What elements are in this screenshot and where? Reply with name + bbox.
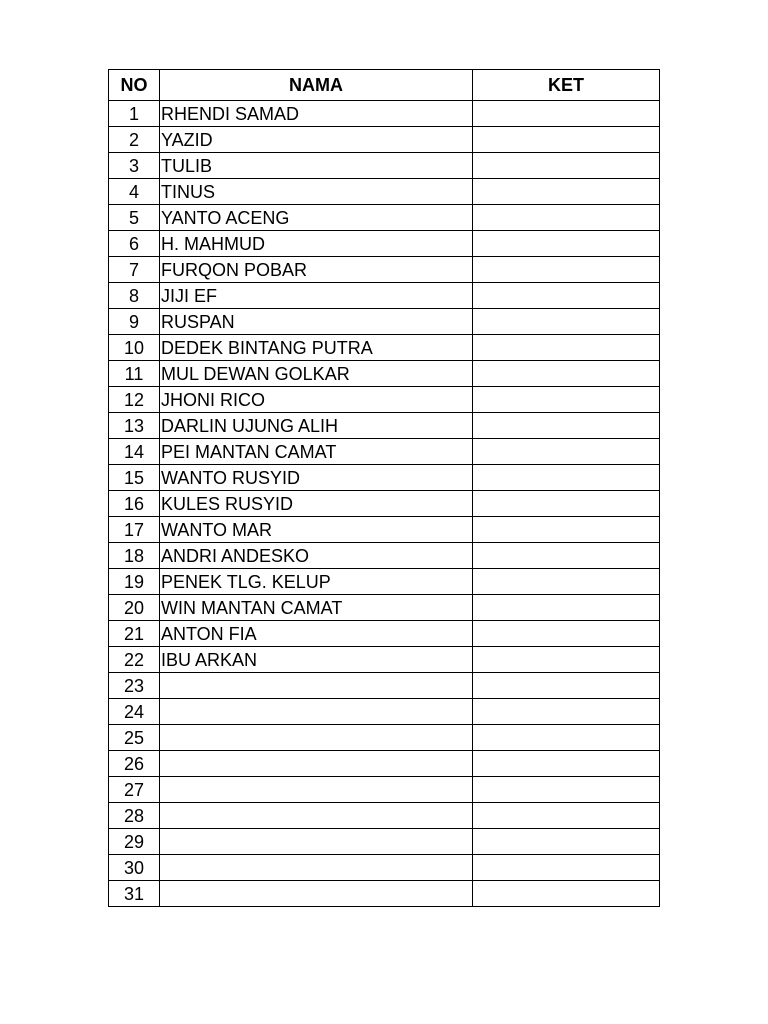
name-cell: JIJI EF — [160, 283, 473, 309]
row-number-cell: 26 — [109, 751, 160, 777]
table-row — [109, 231, 660, 257]
row-number-cell: 1 — [109, 101, 160, 127]
row-number-cell: 11 — [109, 361, 160, 387]
table-row — [109, 725, 660, 751]
name-cell: WIN MANTAN CAMAT — [160, 595, 473, 621]
row-number-cell: 27 — [109, 777, 160, 803]
row-number-cell: 8 — [109, 283, 160, 309]
row-number-cell: 20 — [109, 595, 160, 621]
name-cell: PEI MANTAN CAMAT — [160, 439, 473, 465]
row-number-cell: 4 — [109, 179, 160, 205]
table-row — [109, 777, 660, 803]
name-cell — [160, 751, 473, 777]
table-row — [109, 647, 660, 673]
name-cell — [160, 829, 473, 855]
row-number-cell: 5 — [109, 205, 160, 231]
table-row — [109, 491, 660, 517]
remark-cell — [473, 257, 660, 283]
name-cell — [160, 777, 473, 803]
remark-cell — [473, 647, 660, 673]
table-row — [109, 595, 660, 621]
remark-cell — [473, 751, 660, 777]
header-no: NO — [109, 70, 160, 101]
table-row — [109, 855, 660, 881]
table-row — [109, 881, 660, 907]
name-cell — [160, 699, 473, 725]
table-row — [109, 257, 660, 283]
row-number-cell: 28 — [109, 803, 160, 829]
table-row — [109, 127, 660, 153]
table-row — [109, 569, 660, 595]
table-row — [109, 543, 660, 569]
table-row — [109, 179, 660, 205]
row-number-cell: 7 — [109, 257, 160, 283]
remark-cell — [473, 205, 660, 231]
remark-cell — [473, 101, 660, 127]
remark-cell — [473, 725, 660, 751]
remark-cell — [473, 127, 660, 153]
table-body — [109, 101, 660, 907]
table-row — [109, 101, 660, 127]
row-number-cell: 22 — [109, 647, 160, 673]
name-cell: TINUS — [160, 179, 473, 205]
name-cell: IBU ARKAN — [160, 647, 473, 673]
remark-cell — [473, 673, 660, 699]
row-number-cell: 18 — [109, 543, 160, 569]
name-cell: JHONI RICO — [160, 387, 473, 413]
remark-cell — [473, 777, 660, 803]
remark-cell — [473, 491, 660, 517]
name-cell: YANTO ACENG — [160, 205, 473, 231]
name-cell: MUL DEWAN GOLKAR — [160, 361, 473, 387]
row-number-cell: 16 — [109, 491, 160, 517]
name-cell: H. MAHMUD — [160, 231, 473, 257]
remark-cell — [473, 439, 660, 465]
header-nama: NAMA — [160, 70, 473, 101]
table-row — [109, 751, 660, 777]
table-row — [109, 205, 660, 231]
table-row — [109, 413, 660, 439]
name-cell — [160, 725, 473, 751]
remark-cell — [473, 465, 660, 491]
remark-cell — [473, 387, 660, 413]
row-number-cell: 13 — [109, 413, 160, 439]
table-row — [109, 361, 660, 387]
table-row — [109, 829, 660, 855]
row-number-cell: 21 — [109, 621, 160, 647]
name-cell: RHENDI SAMAD — [160, 101, 473, 127]
row-number-cell: 9 — [109, 309, 160, 335]
name-list-table — [108, 69, 660, 907]
table-row — [109, 803, 660, 829]
name-cell: WANTO RUSYID — [160, 465, 473, 491]
table-row — [109, 517, 660, 543]
name-cell — [160, 881, 473, 907]
table-row — [109, 699, 660, 725]
name-cell: PENEK TLG. KELUP — [160, 569, 473, 595]
name-cell: ANDRI ANDESKO — [160, 543, 473, 569]
row-number-cell: 30 — [109, 855, 160, 881]
table-row — [109, 465, 660, 491]
remark-cell — [473, 335, 660, 361]
row-number-cell: 3 — [109, 153, 160, 179]
name-cell — [160, 673, 473, 699]
name-cell: YAZID — [160, 127, 473, 153]
name-cell: TULIB — [160, 153, 473, 179]
name-cell: RUSPAN — [160, 309, 473, 335]
row-number-cell: 25 — [109, 725, 160, 751]
row-number-cell: 15 — [109, 465, 160, 491]
row-number-cell: 12 — [109, 387, 160, 413]
row-number-cell: 2 — [109, 127, 160, 153]
remark-cell — [473, 569, 660, 595]
name-cell: DEDEK BINTANG PUTRA — [160, 335, 473, 361]
remark-cell — [473, 179, 660, 205]
row-number-cell: 14 — [109, 439, 160, 465]
remark-cell — [473, 543, 660, 569]
table-row — [109, 621, 660, 647]
name-cell: ANTON FIA — [160, 621, 473, 647]
remark-cell — [473, 621, 660, 647]
remark-cell — [473, 803, 660, 829]
remark-cell — [473, 699, 660, 725]
remark-cell — [473, 829, 660, 855]
row-number-cell: 24 — [109, 699, 160, 725]
table-row — [109, 387, 660, 413]
remark-cell — [473, 855, 660, 881]
row-number-cell: 31 — [109, 881, 160, 907]
row-number-cell: 6 — [109, 231, 160, 257]
header-ket: KET — [473, 70, 660, 101]
name-cell — [160, 855, 473, 881]
name-cell: FURQON POBAR — [160, 257, 473, 283]
name-cell — [160, 803, 473, 829]
table-row — [109, 439, 660, 465]
row-number-cell: 10 — [109, 335, 160, 361]
name-cell: KULES RUSYID — [160, 491, 473, 517]
remark-cell — [473, 413, 660, 439]
table-row — [109, 153, 660, 179]
remark-cell — [473, 153, 660, 179]
row-number-cell: 29 — [109, 829, 160, 855]
remark-cell — [473, 283, 660, 309]
remark-cell — [473, 517, 660, 543]
row-number-cell: 23 — [109, 673, 160, 699]
table-row — [109, 283, 660, 309]
header-row — [109, 70, 660, 101]
name-cell: DARLIN UJUNG ALIH — [160, 413, 473, 439]
row-number-cell: 17 — [109, 517, 160, 543]
table-row — [109, 673, 660, 699]
table-row — [109, 309, 660, 335]
remark-cell — [473, 595, 660, 621]
remark-cell — [473, 309, 660, 335]
remark-cell — [473, 361, 660, 387]
name-cell: WANTO MAR — [160, 517, 473, 543]
remark-cell — [473, 881, 660, 907]
table-row — [109, 335, 660, 361]
remark-cell — [473, 231, 660, 257]
row-number-cell: 19 — [109, 569, 160, 595]
